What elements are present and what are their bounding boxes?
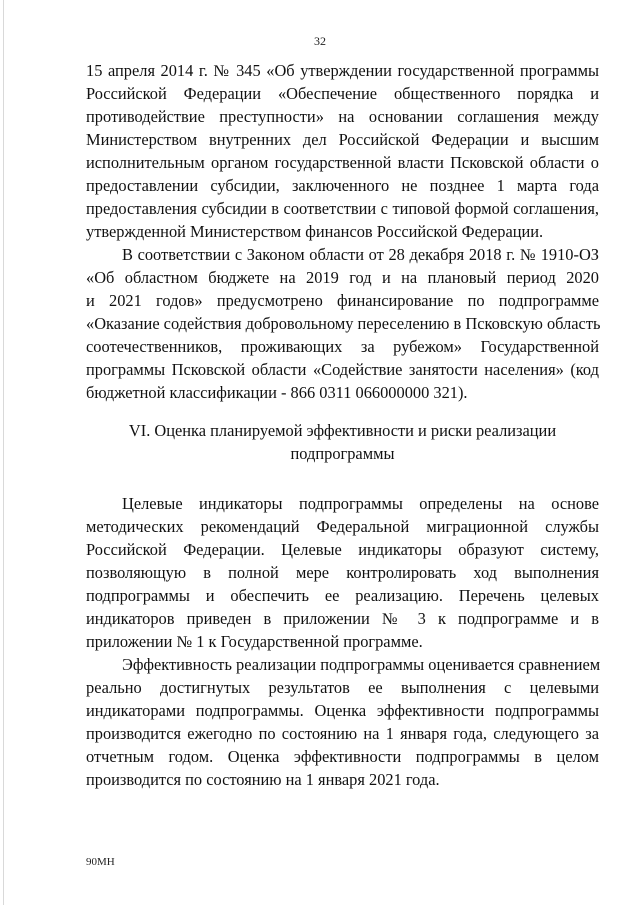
paragraph-line: Эффективность реализации подпрограммы оценивается сравнением [122, 655, 601, 674]
paragraph-line: Целевые индикаторы подпрограммы определены на основе [122, 494, 599, 513]
paragraph-line: индикаторов приведен в приложении № 3 к подпрограмме и в [86, 609, 599, 628]
paragraph-line: методических рекомендаций Федеральной миграционной службы [86, 517, 599, 536]
paragraph-line: предоставления субсидии в соответствии с типовой формой соглашения, [86, 199, 599, 218]
section-heading: подпрограммы [290, 444, 395, 463]
paragraph-line: Российской Федерации. Целевые индикаторы образуют систему, [86, 540, 599, 559]
scan-edge [3, 0, 4, 905]
paragraph-line: соотечественников, проживающих за рубежом» Государственной [86, 337, 599, 356]
paragraph-line: отчетным годом. Оценка эффективности подпрограммы в целом [86, 747, 599, 766]
paragraph-line: позволяющую в полной мере контролировать ход выполнения [86, 563, 599, 582]
paragraph-line: Министерством внутренних дел Российской Федерации и высшим [86, 130, 599, 149]
paragraph-line: приложении № 1 к Государственной программе. [86, 632, 423, 651]
page-number: 32 [314, 34, 326, 48]
paragraph-line: Российской Федерации «Обеспечение общественного порядка и [86, 84, 599, 103]
paragraph-line: В соответствии с Законом области от 28 декабря 2018 г. № 1910-ОЗ [122, 245, 599, 264]
paragraph-line: утвержденной Министерством финансов Российской Федерации. [86, 222, 544, 241]
paragraph-line: и 2021 годов» предусмотрено финансирование по подпрограмме [86, 291, 599, 310]
paragraph-line: реально достигнутых результатов ее выполнения с целевыми [86, 678, 599, 697]
paragraph-line: «Об областном бюджете на 2019 год и на плановый период 2020 [86, 268, 599, 287]
paragraph-line: 15 апреля 2014 г. № 345 «Об утверждении государственной программы [86, 61, 599, 80]
paragraph-line: производится ежегодно по состоянию на 1 января года, следующего за [86, 724, 599, 743]
paragraph-line: противодействие преступности» на основании соглашения между [86, 107, 599, 126]
paragraph-line: подпрограммы и обеспечить ее реализацию. Перечень целевых [86, 586, 599, 605]
paragraph-line: индикаторами подпрограммы. Оценка эффективности подпрограммы [86, 701, 599, 720]
paragraph-line: бюджетной классификации - 866 0311 066000000 321). [86, 383, 468, 402]
paragraph-line: предоставлении субсидии, заключенного не позднее 1 марта года [86, 176, 599, 195]
paragraph-line: исполнительным органом государственной власти Псковской области о [86, 153, 599, 172]
paragraph-line: производится по состоянию на 1 января 2021 года. [86, 770, 440, 789]
section-heading: VI. Оценка планируемой эффективности и риски реализации [128, 421, 557, 440]
footer-code: 90МН [86, 856, 115, 868]
paragraph-line: «Оказание содействия добровольному переселению в Псковскую область [86, 314, 601, 333]
paragraph-line: программы Псковской области «Содействие занятости населения» (код [86, 360, 599, 379]
